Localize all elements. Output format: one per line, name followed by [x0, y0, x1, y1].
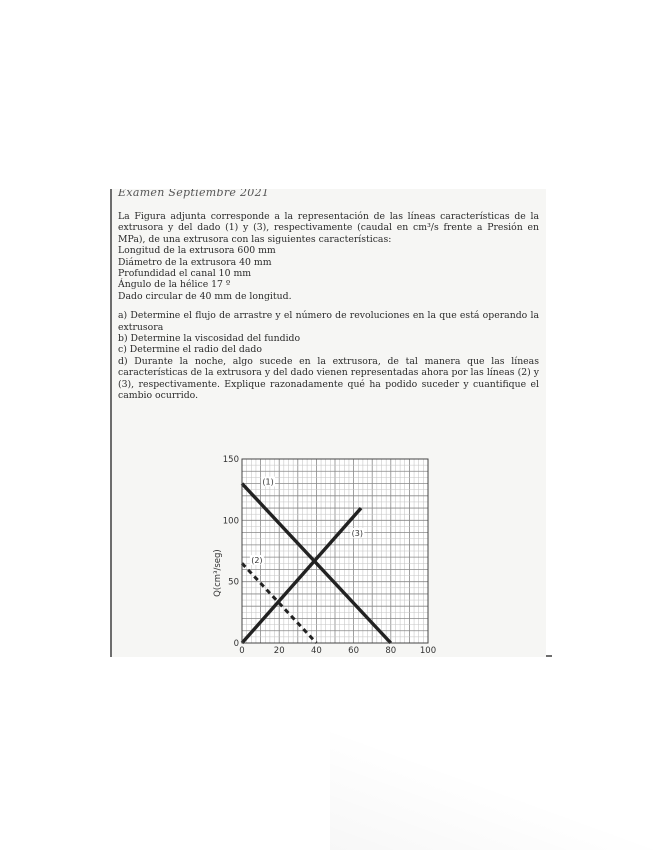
- chart-grid: [242, 459, 428, 643]
- exam-header: Examen Septiembre 2021: [118, 189, 270, 199]
- y-axis-label: Q(cm³/seg): [213, 549, 223, 597]
- question-a: a) Determine el flujo de arrastre y el número de revoluciones en la que está operando la extrusora: [118, 310, 539, 333]
- x-tick-label: 20: [273, 646, 285, 656]
- y-tick-label: 100: [222, 516, 239, 527]
- x-tick-label: 100: [419, 646, 437, 656]
- y-tick-label: 150: [222, 455, 239, 465]
- x-tick-label: 40: [310, 646, 322, 656]
- spec-helix-angle: Ángulo de la hélice 17 º: [118, 279, 231, 291]
- exam-body: [118, 211, 539, 402]
- exam-page: [112, 189, 546, 657]
- question-d: d) Durante la noche, algo sucede en la extrusora, de tal manera que las líneas características de la extrusora y del dado vienen representadas ahora por las líneas (2) y (3), respectivamente. Explique razonadamente qué ha podido suceder y cuantifique el cambio ocurrido.: [118, 355, 539, 402]
- spec-diameter: Diámetro de la extrusora 40 mm: [118, 256, 272, 268]
- y-tick-label: 50: [228, 577, 239, 588]
- series-label-3: (3): [351, 529, 363, 539]
- spec-channel-depth: Profundidad el canal 10 mm: [118, 268, 252, 280]
- question-b: b) Determine la viscosidad del fundido: [118, 333, 301, 345]
- series-label-2: (2): [251, 556, 263, 566]
- paper-shadow: [330, 690, 655, 850]
- y-tick-label: 0: [233, 639, 239, 649]
- characteristic-curves-chart: [204, 451, 454, 657]
- spec-length: Longitud de la extrusora 600 mm: [118, 245, 276, 257]
- question-c: c) Determine el radio del dado: [118, 344, 262, 356]
- series-label-1: (1): [262, 477, 274, 487]
- x-tick-label: 0: [239, 646, 245, 656]
- spec-die: Dado circular de 40 mm de longitud.: [118, 290, 292, 302]
- x-tick-label: 60: [348, 646, 360, 656]
- intro-paragraph: La Figura adjunta corresponde a la representación de las líneas características de la extrusora y del dado (1) y (3), respectivamente (caudal en cm³/s frente a Presión en MPa), de una extrusora con las siguientes características:: [118, 211, 539, 245]
- x-tick-label: 80: [385, 646, 397, 656]
